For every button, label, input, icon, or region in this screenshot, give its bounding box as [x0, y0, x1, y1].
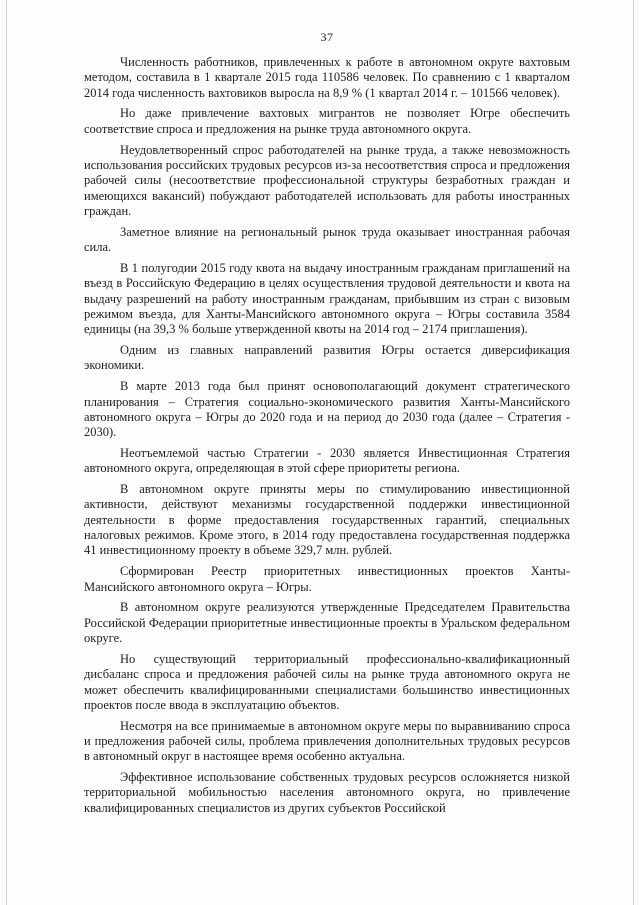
paragraph: Численность работников, привлеченных к работе в автономном округе вахтовым методом, составила в 1 квартале 2015 года 110586 человек. По сравнению с 1 кварталом 2014 года численность вахтовиков выросла на 8,9 % (1 квартал 2014 г. – 101566 человек).: [84, 55, 570, 100]
paragraph: В 1 полугодии 2015 году квота на выдачу иностранным гражданам приглашений на въезд в Российскую Федерацию в целях осуществления трудовой деятельности и квота на выдачу разрешений на работу иностранным гражданам, прибывшим из стран с визовым режимом въезда, для Ханты-Мансийского автономного округа – Югры составила 3584 единицы (на 39,3 % больше утвержденной квоты на 2014 год – 2174 приглашения).: [84, 260, 570, 337]
paragraph: Неудовлетворенный спрос работодателей на рынке труда, а также невозможность использования российских трудовых ресурсов из-за несоответствия спроса и предложения рабочей силы (несоответствие профессиональной структуры безработных граждан и имеющихся вакансий) побуждают работодателей использовать для работы иностранных граждан.: [84, 142, 570, 218]
page-number: 37: [320, 30, 334, 44]
document-body: [84, 55, 570, 816]
paragraph: В марте 2013 года был принят основополагающий документ стратегического планирования – Стратегия социально-экономического развития Ханты-Мансийского автономного округа – Югры до 2020 года и на период до 2030 года (далее – Стратегия - 2030).: [84, 379, 570, 440]
paragraph: Сформирован Реестр приоритетных инвестиционных проектов Ханты-Мансийского автономного округа – Югры.: [84, 564, 570, 594]
paragraph: Но существующий территориальный профессионально-квалификационный дисбаланс спроса и предложения рабочей силы на рынке труда автономного округа не может обеспечить квалифицированными специалистами большинство инвестиционных проектов после ввода в эксплуатацию объектов.: [84, 651, 570, 712]
scan-right-edge: [633, 0, 634, 905]
paragraph: В автономном округе реализуются утвержденные Председателем Правительства Российской Федерации приоритетные инвестиционные проекты в Уральском федеральном округе.: [84, 600, 570, 646]
scan-left-edge: [6, 0, 7, 905]
paragraph: Неотъемлемой частью Стратегии - 2030 является Инвестиционная Стратегия автономного округа, определяющая в этой сфере приоритеты региона.: [84, 445, 570, 476]
paragraph: Несмотря на все принимаемые в автономном округе меры по выравниванию спроса и предложения рабочей силы, проблема привлечения дополнительных трудовых ресурсов в автономный округ в настоящее время особенно актуальна.: [84, 718, 570, 764]
paragraph: Одним из главных направлений развития Югры остается диверсификация экономики.: [84, 343, 570, 373]
paragraph: Но даже привлечение вахтовых мигрантов не позволяет Югре обеспечить соответствие спроса и предложения на рынке труда автономного округа.: [84, 106, 570, 136]
paragraph: Эффективное использование собственных трудовых ресурсов осложняется низкой территориальной мобильностью населения автономного округа, но привлечение квалифицированных специалистов из других субъектов Российской: [84, 770, 570, 815]
paragraph: В автономном округе приняты меры по стимулированию инвестиционной активности, действуют механизмы государственной поддержки инвестиционной деятельности в форме предоставления государственных гарантий, специальных налоговых режимов. Кроме этого, в 2014 году предоставлена государственная поддержка 41 инвестиционному проекту в объеме 329,7 млн. рублей.: [84, 482, 570, 558]
paragraph: Заметное влияние на региональный рынок труда оказывает иностранная рабочая сила.: [84, 224, 570, 255]
